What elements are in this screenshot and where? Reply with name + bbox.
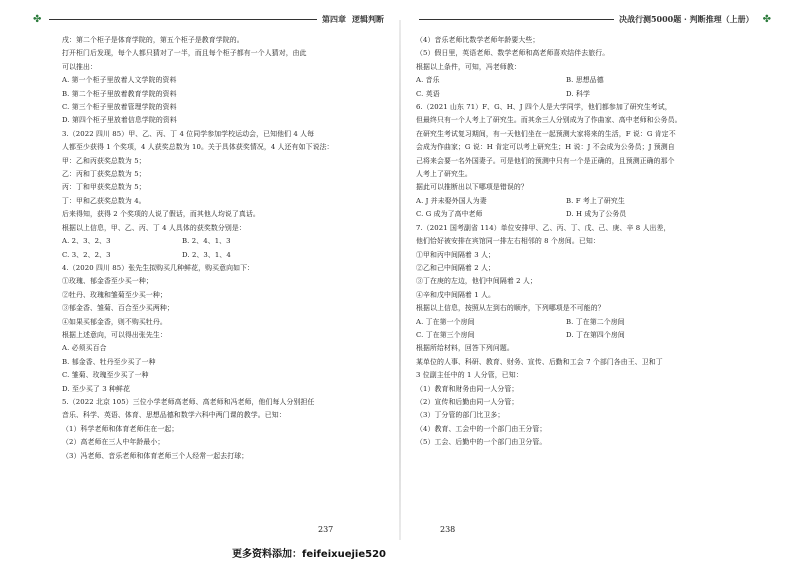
- text-line: （1）教育和财务由同一人分管；: [416, 384, 519, 393]
- text-line: 但最终只有一个人考上了研究生。而其余三人分别成为了作曲家、高中老师和公务员。: [416, 116, 682, 125]
- option-line: D. 第四个柜子里放着信息学院的资料: [62, 116, 177, 125]
- page-number: 237: [318, 525, 334, 534]
- option-item: D. 2、3、1、4: [182, 250, 231, 259]
- right-content: [416, 34, 748, 450]
- clover-icon: ✤: [762, 14, 771, 25]
- text-line: 己将来会要一名外国妻子。可是他们的预测中只有一个是正确的，且预测正确的那个: [416, 156, 675, 165]
- text-line: （3）丁分管的部门比卫多；: [416, 411, 505, 420]
- option-item: A. 丁在第一个房间: [416, 317, 475, 326]
- option-item: D. 丁在第四个房间: [566, 330, 625, 339]
- options-row: [416, 74, 748, 87]
- text-line: 甲：乙和丙获奖总数为 5；: [62, 156, 146, 165]
- text-line: ③郁金香、雏菊、百合至少买两种；: [62, 304, 174, 313]
- text-line: （2）高老师在三人中年龄最小；: [62, 438, 165, 447]
- right-header: [414, 14, 774, 25]
- text-line: ①玫瑰、郁金香至少买一种；: [62, 277, 153, 286]
- text-line: 根据以上信息，甲、乙、丙、丁 4 人具体的获奖数分别是：: [62, 223, 246, 232]
- header-rule: [49, 19, 317, 20]
- chapter-label: 第四章: [322, 14, 346, 24]
- text-line: ②牡丹、玫瑰和雏菊至少买一种；: [62, 290, 167, 299]
- option-line: B. 第二个柜子里放着教育学院的资料: [62, 89, 177, 98]
- text-line: 根据以上条件，可知，冯老师教：: [416, 62, 521, 71]
- option-item: D. 科学: [566, 89, 590, 98]
- right-page: [400, 0, 800, 566]
- option-item: B. F 考上了研究生: [566, 196, 625, 205]
- text-line: 打开柜门后发现，每个人都只猜对了一半，而且每个柜子都有一个人猜对，由此: [62, 49, 307, 58]
- option-line: B. 郁金香、牡丹至少买了一种: [62, 357, 156, 366]
- option-line: A. 第一个柜子里放着人文学院的资料: [62, 76, 177, 85]
- text-line: ④辛和戊中间隔着 1 人。: [416, 290, 495, 299]
- option-item: D. H 成为了公务员: [566, 210, 627, 219]
- options-row: [416, 88, 748, 101]
- option-item: C. 3、2、2、3: [62, 250, 111, 259]
- text-line: 在研究生考试复习期间，有一天他们坐在一起预测大家将来的生活，F 说：G 肯定不: [416, 129, 676, 138]
- left-header: [30, 14, 390, 25]
- text-line: 某单位的人事、科研、教育、财务、宣传、后勤和工会 7 个部门各由王、卫和丁: [416, 357, 663, 366]
- text-line: 乙：丙和丁获奖总数为 5；: [62, 170, 146, 179]
- text-line: 丁：甲和乙获奖总数为 4。: [62, 196, 146, 205]
- text-line: ②乙和己中间隔着 2 人；: [416, 263, 495, 272]
- text-line: 丙：丁和甲获奖总数为 5；: [62, 183, 146, 192]
- question-line: 7.（2021 国考副省 114）单位安排甲、乙、丙、丁、戊、己、庚、辛 8 人出差，: [416, 223, 671, 232]
- option-line: C. 第三个柜子里放着管理学院的资料: [62, 103, 177, 112]
- option-item: B. 思想品德: [566, 76, 604, 85]
- text-line: ①甲和丙中间隔着 3 人；: [416, 250, 495, 259]
- options-row: [62, 249, 362, 262]
- options-row: [416, 316, 748, 329]
- book-title: 决战行测5000题 · 判断推理（上册）: [618, 14, 754, 24]
- option-line: A. 必须买百合: [62, 344, 107, 353]
- text-line: 3 位副主任中的 1 人分管，已知：: [416, 371, 523, 380]
- text-line: ③丁在庚的左边，他们中间隔着 2 人；: [416, 277, 537, 286]
- options-row: [416, 329, 748, 342]
- text-line: 他们恰好被安排在宾馆同一排左右相邻的 8 个房间。已知：: [416, 237, 600, 246]
- question-line: 3.（2022 四川 85）甲、乙、丙、丁 4 位同学参加学校运动会，已知他们 4 人每: [62, 129, 315, 138]
- text-line: 后来得知，获得 2 个奖项的人说了假话，而其他人均说了真话。: [62, 210, 260, 219]
- left-content: [62, 34, 362, 463]
- text-line: 人都至少获得 1 个奖项，4 人获奖总数为 10。关于具体获奖情况，4 人还有如下说法：: [62, 143, 334, 152]
- page-number: 238: [440, 525, 456, 534]
- text-line: 人考上了研究生。: [416, 170, 472, 179]
- text-line: 可以推出：: [62, 62, 97, 71]
- option-item: B. 丁在第二个房间: [566, 317, 625, 326]
- text-line: （4）教育、工会中的一个部门由王分管；: [416, 424, 547, 433]
- text-line: （4）音乐老师比数学老师年龄要大些；: [416, 36, 540, 44]
- option-item: A. J 并未娶外国人为妻: [416, 196, 487, 205]
- text-line: 音乐、科学、英语、体育、思想品德和数学六科中两门课的教学。已知：: [62, 411, 286, 420]
- question-line: 6.（2021 山东 71）F、G、H、J 四个人是大学同学，他们都参加了研究生考试，: [416, 103, 672, 112]
- option-item: C. 英语: [416, 89, 440, 98]
- text-line: （5）假日里，英语老师、数学老师和高老师喜欢结伴去旅行。: [416, 49, 610, 58]
- option-item: A. 2、3、2、3: [62, 237, 111, 246]
- text-line: 戌：第二个柜子是体育学院的，第五个柜子是教育学院的。: [62, 36, 244, 44]
- options-row: [62, 235, 362, 248]
- text-line: （5）工会、后勤中的一个部门由卫分管。: [416, 438, 547, 447]
- chapter-title: 逻辑判断: [352, 14, 384, 24]
- footer-watermark: 更多资料添加：feifeixuejie520: [232, 549, 386, 560]
- option-item: B. 2、4、1、3: [182, 237, 231, 246]
- question-line: 4.（2020 四川 85）张先生拟购买几种鲜花，购买意向如下：: [62, 263, 255, 272]
- option-item: A. 音乐: [416, 76, 440, 85]
- option-line: C. 雏菊、玫瑰至少买了一种: [62, 371, 149, 380]
- text-line: 根据以上信息，按照从左到右的顺序，下列哪项是不可能的？: [416, 304, 605, 313]
- option-line: D. 至少买了 3 种鲜花: [62, 384, 130, 393]
- option-item: C. 丁在第三个房间: [416, 330, 475, 339]
- section-heading: 根据所给材料，回答下列问题。: [416, 344, 514, 353]
- header-rule: [419, 19, 614, 20]
- clover-icon: ✤: [33, 14, 42, 25]
- text-line: 根据上述意向，可以得出张先生：: [62, 330, 167, 339]
- text-line: （2）宣传和后勤由同一人分管；: [416, 397, 519, 406]
- options-row: [416, 208, 748, 221]
- text-line: ④如果买郁金香，则不购买牡丹。: [62, 317, 167, 326]
- text-line: （3）冯老师、音乐老师和体育老师三个人经常一起去打球；: [62, 451, 249, 460]
- options-row: [416, 195, 748, 208]
- text-line: 据此可以推断出以下哪项是错误的？: [416, 183, 528, 192]
- question-line: 5.（2022 北京 105）三位小学老师高老师、高老师和冯老师，他们每人分别担任: [62, 397, 315, 406]
- text-line: 会成为作曲家；G 说：H 肯定可以考上研究生；H 说：J 不会成为公务员；J 预测自: [416, 143, 675, 152]
- option-item: C. G 成为了高中老师: [416, 210, 483, 219]
- text-line: （1）科学老师和体育老师住在一起；: [62, 424, 179, 433]
